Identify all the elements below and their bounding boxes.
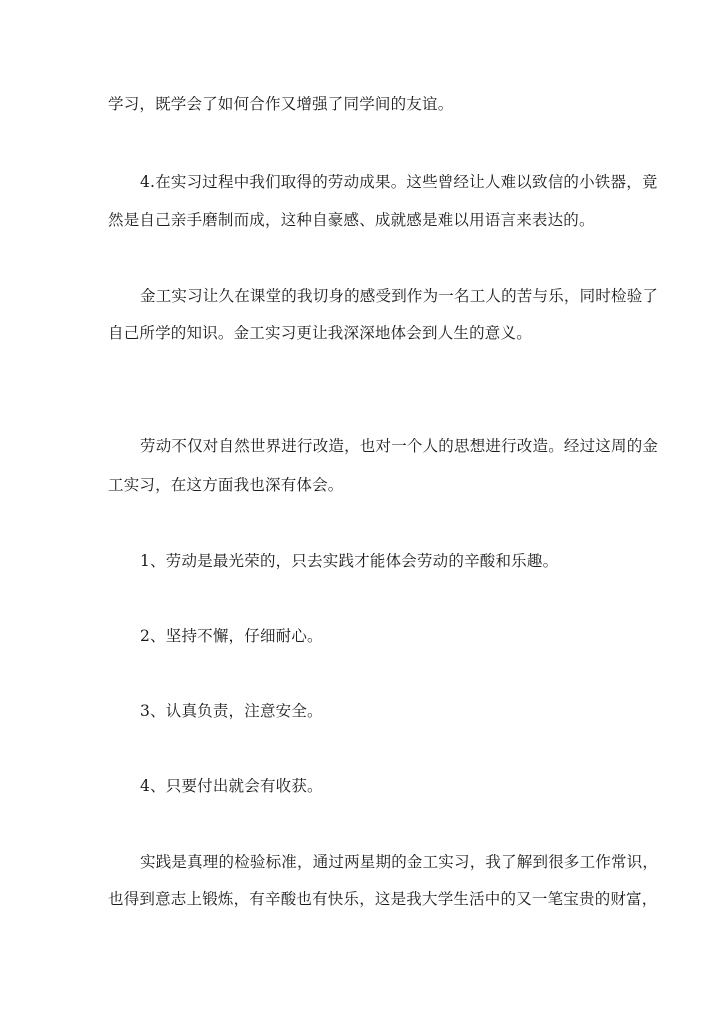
text-line: 劳动不仅对自然世界进行改造，也对一个人的思想进行改造。经过这周的金 (140, 437, 659, 455)
list-item: 1、劳动是最光荣的，只去实践才能体会劳动的辛酸和乐趣。 (140, 552, 559, 570)
text-line: 工实习，在这方面我也深有体会。 (108, 476, 344, 494)
list-item: 2、坚持不懈，仔细耐心。 (140, 627, 323, 645)
text-line: 金工实习让久在课堂的我切身的感受到作为一名工人的苦与乐，同时检验了 (140, 287, 659, 305)
text-line: 实践是真理的检验标准，通过两星期的金工实习，我了解到很多工作常识， (140, 853, 659, 871)
list-item: 3、认真负责，注意安全。 (140, 702, 323, 720)
text-line: 学习，既学会了如何合作又增强了同学间的友谊。 (108, 95, 454, 113)
list-item: 4、只要付出就会有收获。 (140, 777, 323, 795)
text-line: 4.在实习过程中我们取得的劳动成果。这些曾经让人难以致信的小铁器，竟 (140, 173, 658, 191)
text-line: 自己所学的知识。金工实习更让我深深地体会到人生的意义。 (108, 324, 532, 342)
text-line: 也得到意志上锻炼，有辛酸也有快乐，这是我大学生活中的又一笔宝贵的财富， (108, 890, 658, 908)
text-line: 然是自己亲手磨制而成，这种自豪感、成就感是难以用语言来表达的。 (108, 211, 595, 229)
